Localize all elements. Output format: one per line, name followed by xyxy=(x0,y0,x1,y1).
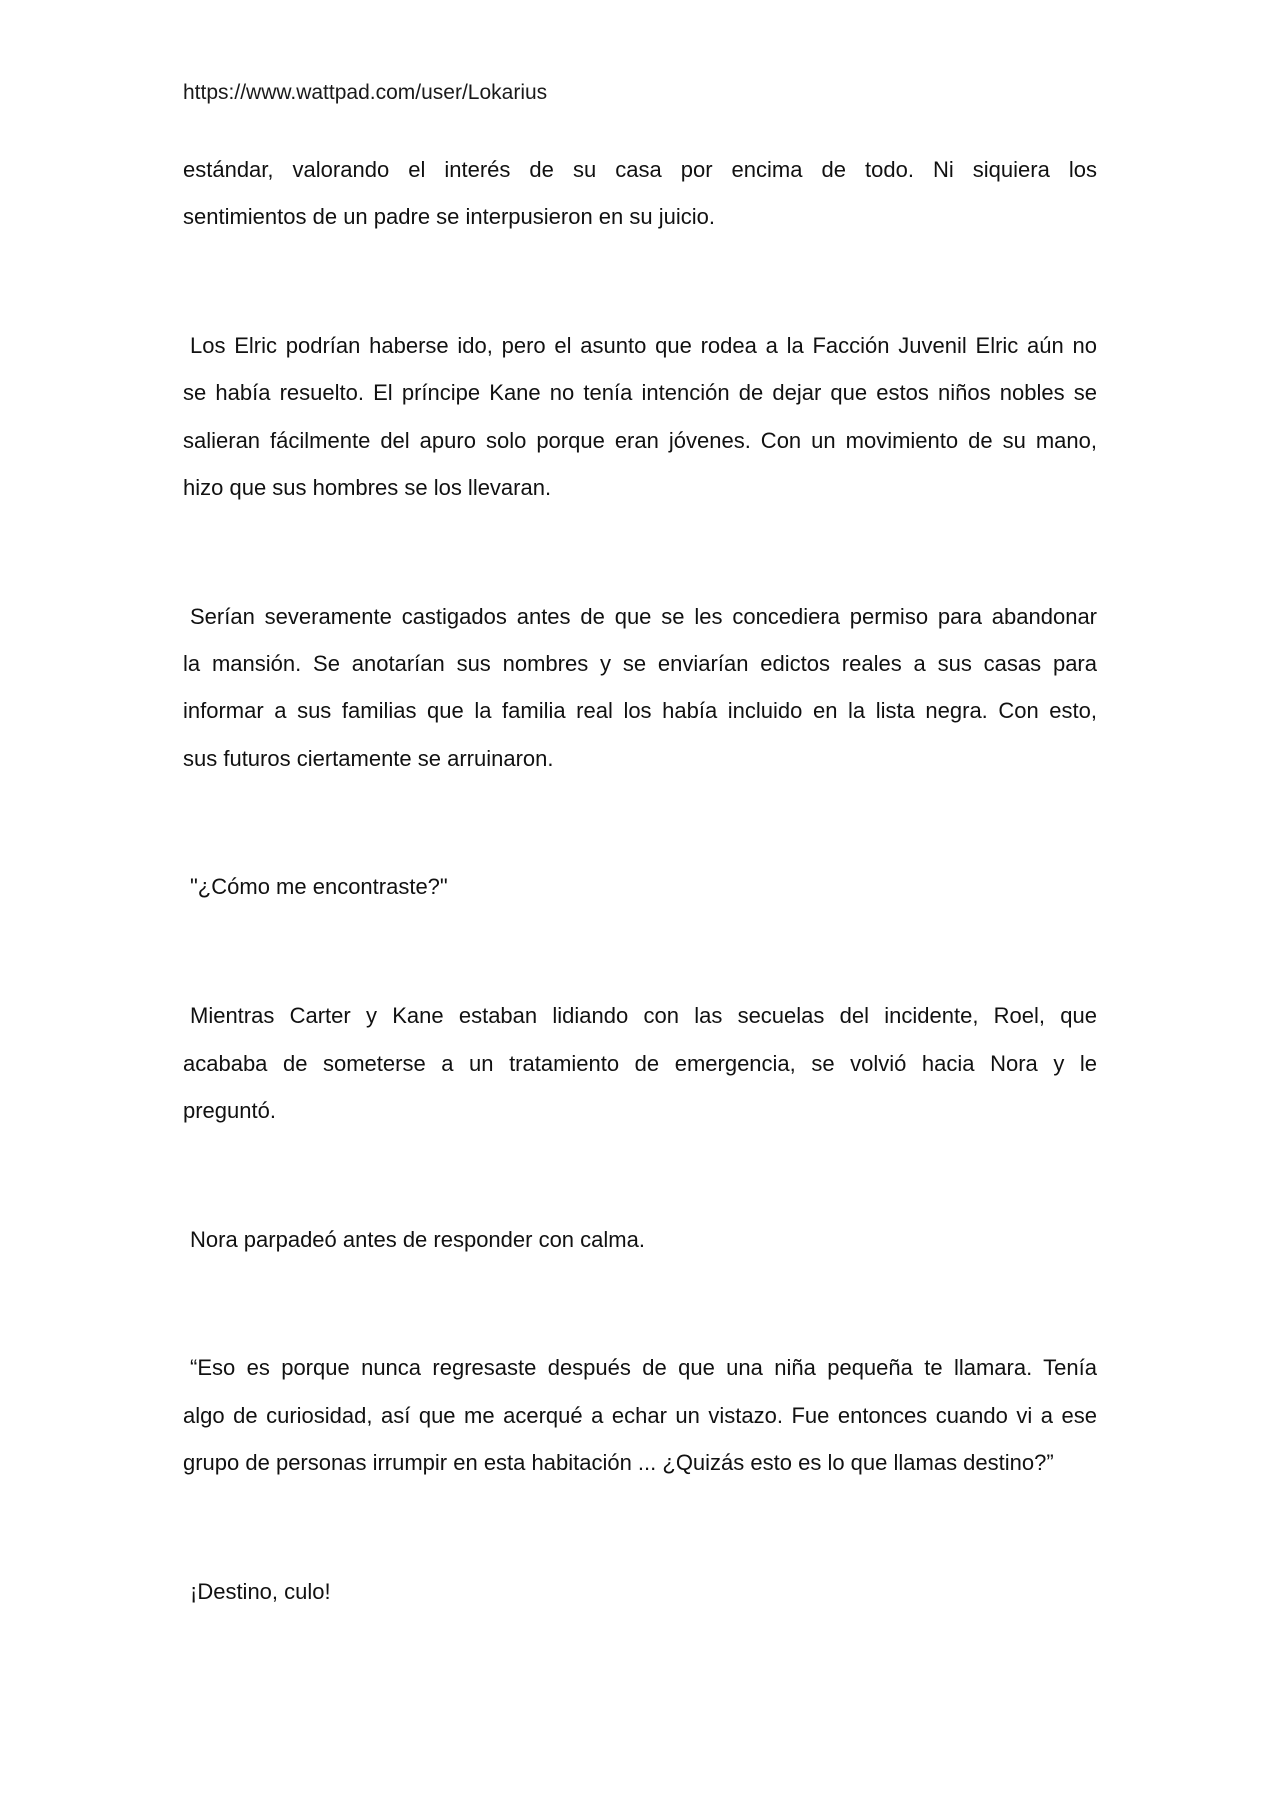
paragraph-line: la mansión. Se anotarían sus nombres y se enviarían edictos reales a sus casas para xyxy=(183,651,1097,677)
paragraph-line: salieran fácilmente del apuro solo porque eran jóvenes. Con un movimiento de su mano, xyxy=(183,427,1097,453)
paragraph-line: informar a sus familias que la familia real los había incluido en la lista negra. Con esto, xyxy=(183,698,1097,724)
page-body xyxy=(183,146,1097,1697)
paragraph-line: sus futuros ciertamente se arruinaron. xyxy=(183,745,554,771)
paragraph xyxy=(183,322,1097,511)
paragraph-line: acababa de someterse a un tratamiento de emergencia, se volvió hacia Nora y le xyxy=(183,1050,1097,1076)
paragraph-line: estándar, valorando el interés de su casa por encima de todo. Ni siquiera los xyxy=(183,157,1097,182)
paragraph-line: Mientras Carter y Kane estaban lidiando con las secuelas del incidente, Roel, que xyxy=(190,1003,1097,1029)
paragraph xyxy=(183,863,1097,910)
paragraph-line: sentimientos de un padre se interpusieron en su juicio. xyxy=(183,204,715,230)
paragraph xyxy=(183,1568,1097,1615)
paragraph-line: Nora parpadeó antes de responder con calma. xyxy=(190,1226,645,1252)
paragraph xyxy=(183,593,1097,782)
page-header-url: https://www.wattpad.com/user/Lokarius xyxy=(183,81,548,104)
paragraph-line: Los Elric podrían haberse ido, pero el asunto que rodea a la Facción Juvenil Elric aún no xyxy=(190,333,1097,359)
paragraph xyxy=(183,992,1097,1134)
paragraph-line: se había resuelto. El príncipe Kane no tenía intención de dejar que estos niños nobles se xyxy=(183,380,1097,406)
paragraph-line: “Eso es porque nunca regresaste después de que una niña pequeña te llamara. Tenía xyxy=(190,1355,1097,1381)
paragraph-line: ¡Destino, culo! xyxy=(190,1578,331,1604)
paragraph-line: algo de curiosidad, así que me acerqué a echar un vistazo. Fue entonces cuando vi a ese xyxy=(183,1402,1097,1428)
paragraph-line: hizo que sus hombres se los llevaran. xyxy=(183,474,552,500)
paragraph-line: preguntó. xyxy=(183,1097,276,1123)
paragraph-line: Serían severamente castigados antes de que se les concediera permiso para abandonar xyxy=(190,603,1097,629)
paragraph xyxy=(183,1216,1097,1263)
paragraph xyxy=(183,146,1097,241)
paragraph-line: "¿Cómo me encontraste?" xyxy=(190,874,448,900)
paragraph-line: grupo de personas irrumpir en esta habitación ... ¿Quizás esto es lo que llamas destino?” xyxy=(183,1450,1054,1476)
paragraph xyxy=(183,1344,1097,1486)
